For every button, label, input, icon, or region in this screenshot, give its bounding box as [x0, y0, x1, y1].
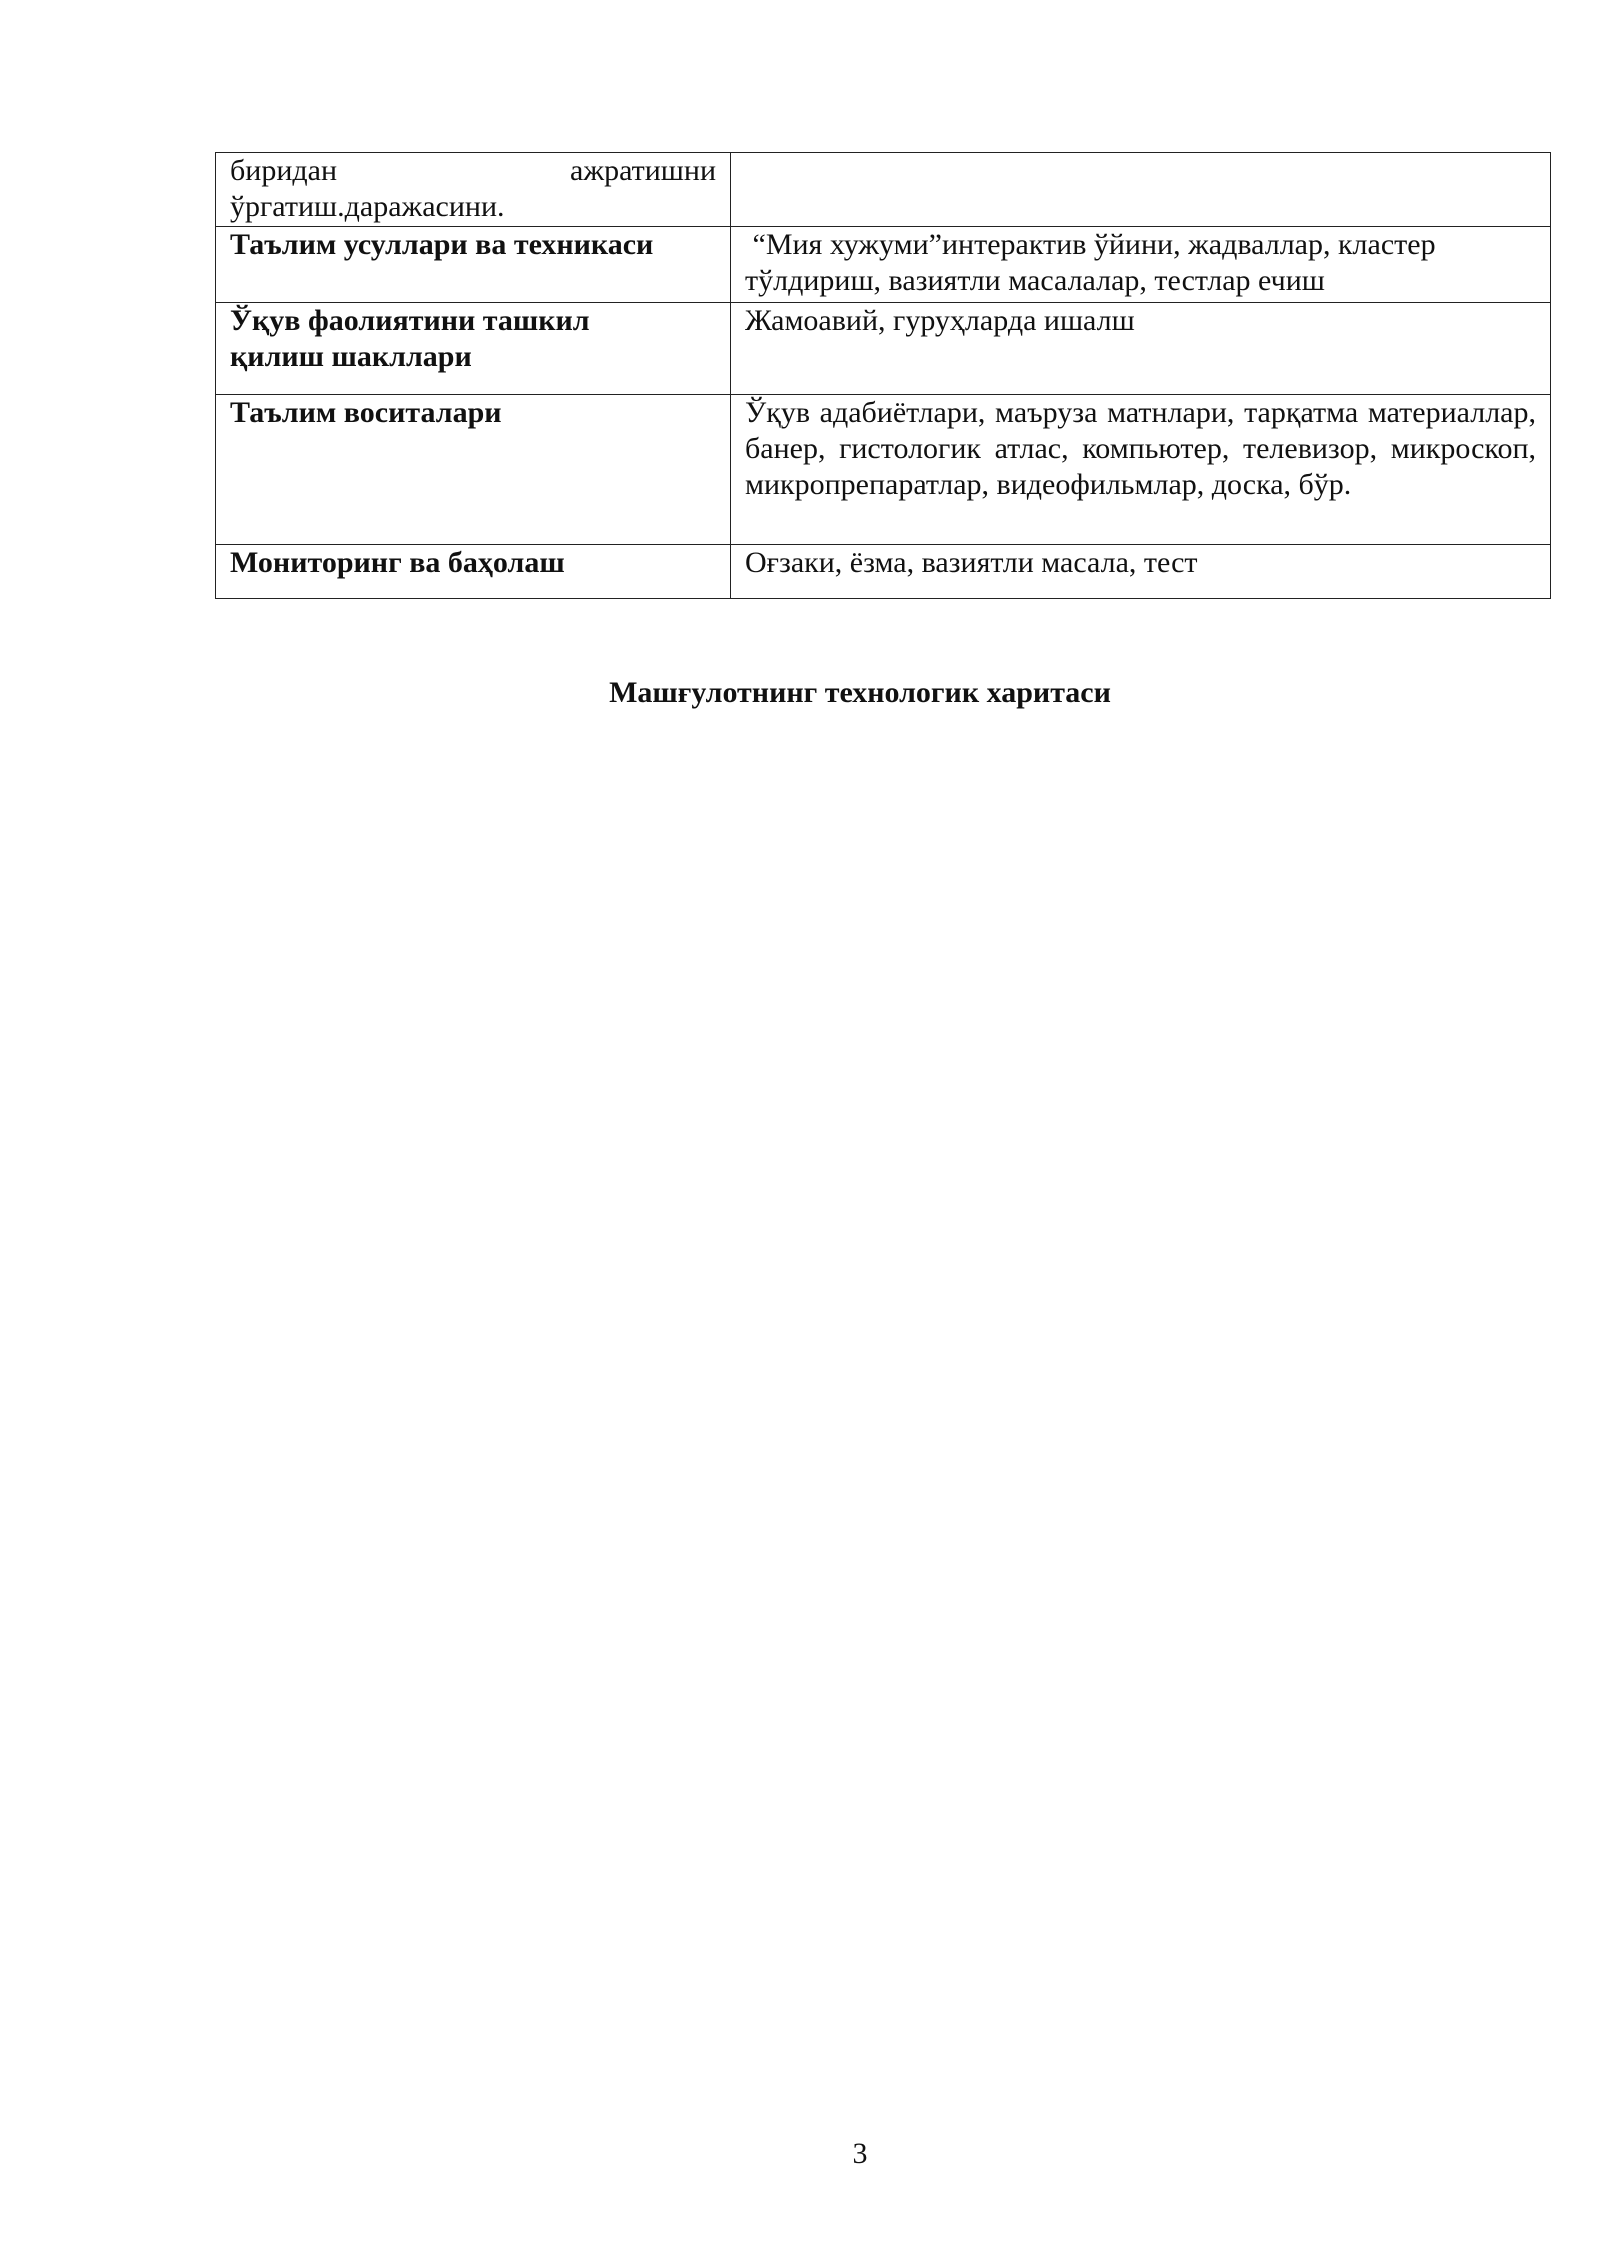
page-number: 3 [852, 2137, 868, 2170]
row-value: Оғзаки, ёзма, вазиятли масала, тест [731, 545, 1551, 599]
table-row [216, 303, 1551, 395]
row-value: Ўқув адабиётлари, маъруза матнлари, тарқатма материаллар, банер, гистологик атлас, компьютер, телевизор, микроскоп, микропрепаратлар, видеофильмлар, доска, бўр. [731, 395, 1551, 545]
section-heading: Машғулотнинг технологик харитаси [609, 676, 1111, 709]
row-label: Мониторинг ва баҳолаш [216, 545, 731, 599]
row-label-line: Ўқув фаолиятини ташкил [230, 304, 590, 337]
row-label [216, 153, 731, 227]
row-label: Таълим усуллари ва техникаси [216, 227, 731, 303]
row-value [731, 227, 1551, 303]
table-row [216, 227, 1551, 303]
lesson-info-table [215, 152, 1551, 599]
row-label-line: ўргатиш.даражасини. [230, 190, 505, 223]
row-value: Жамоавий, гуруҳларда ишалш [731, 303, 1551, 395]
row-label [216, 303, 731, 395]
row-value [731, 153, 1551, 227]
row-label: Таълим воситалари [216, 395, 731, 545]
table-row [216, 545, 1551, 599]
table-row [216, 395, 1551, 545]
table-row [216, 153, 1551, 227]
row-label-line: биридан ажратишни [230, 154, 716, 187]
row-value-line: тўлдириш, вазиятли масалалар, тестлар ечиш [745, 264, 1325, 297]
row-value-line: “Мия хужуми”интерактив ўйини, жадваллар, кластер [745, 228, 1436, 261]
row-label-line: қилиш шакллари [230, 340, 472, 373]
